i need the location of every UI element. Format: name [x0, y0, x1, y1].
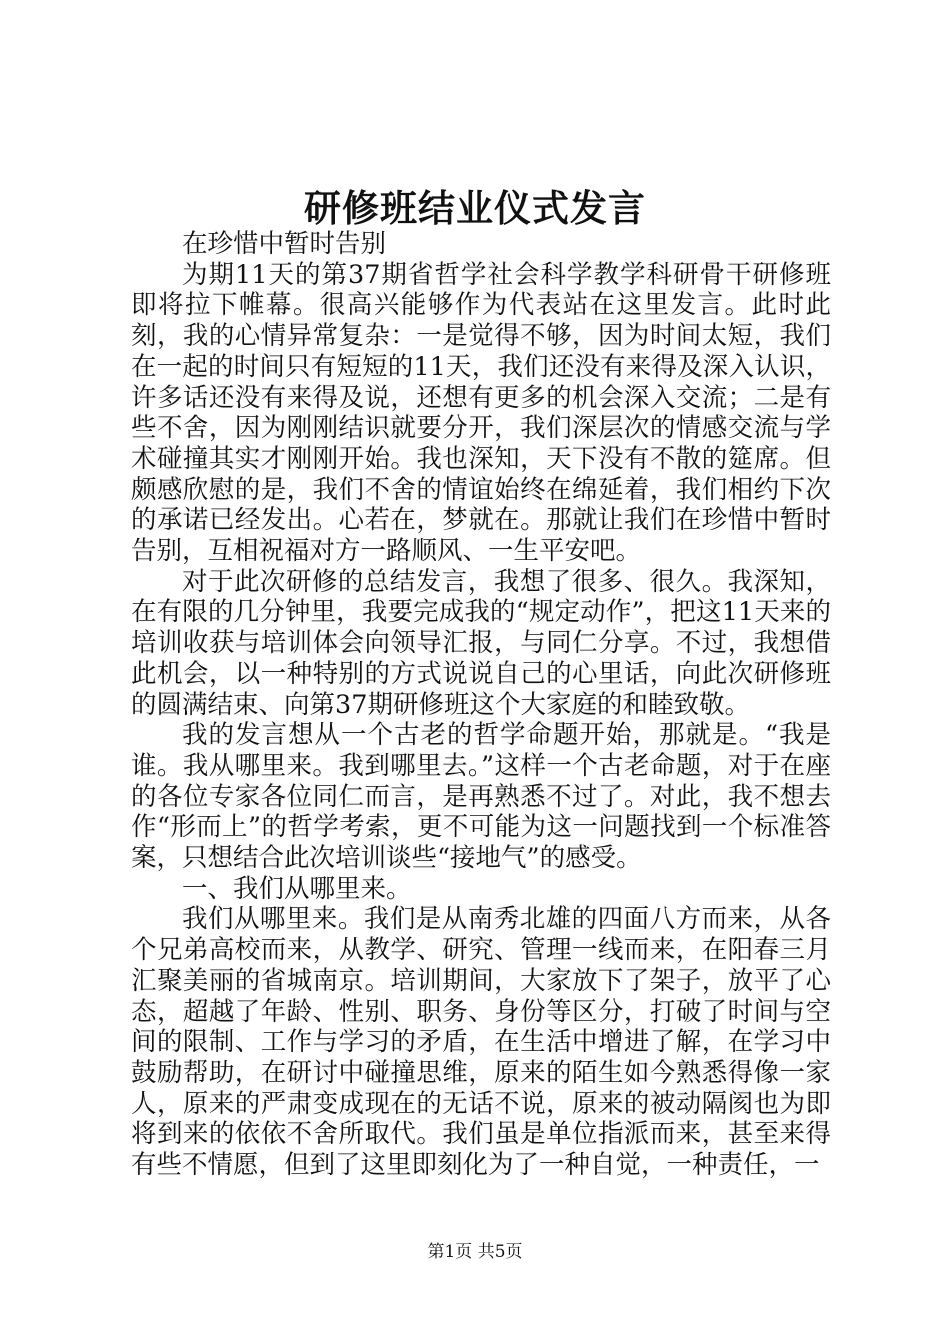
page-footer: 第1页 共5页: [427, 1242, 523, 1262]
section-heading: 一、我们从哪里来。: [182, 873, 412, 904]
body-paragraph: 我的发言想从一个古老的哲学命题开始，那就是。“我是谁。我从哪里来。我到哪里去。”这样一个古老命题，对于在座的各位专家各位同仁而言，是再熟悉不过了。对此，我不想去作“形而上”的哲学考索，更不可能为这一问题找到一个标准答案，只想结合此次培训谈些“接地气”的感受。: [131, 720, 831, 874]
subtitle-paragraph: 在珍惜中暂时告别: [182, 229, 387, 259]
document-body: [131, 229, 831, 1181]
body-paragraph: 对于此次研修的总结发言，我想了很多、很久。我深知，在有限的几分钟里，我要完成我的“规定动作”，把这11天来的培训收获与培训体会向领导汇报，与同仁分享。不过，我想借此机会，以一种特别的方式说说自己的心里话，向此次研修班的圆满结束、向第37期研修班这个大家庭的和睦致敬。: [131, 566, 831, 720]
body-paragraph: 我们从哪里来。我们是从南秀北雄的四面八方而来，从各个兄弟高校而来，从教学、研究、管理一线而来，在阳春三月汇聚美丽的省城南京。培训期间，大家放下了架子，放平了心态，超越了年龄、性别、职务、身份等区分，打破了时间与空间的限制、工作与学习的矛盾，在生活中增进了解，在学习中鼓励帮助，在研讨中碰撞思维，原来的陌生如今熟悉得像一家人，原来的严肃变成现在的无话不说，原来的被动隔阂也为即将到来的依依不舍所取代。我们虽是单位指派而来，甚至来得有些不情愿，但到了这里即刻化为了一种自觉，一种责任，一: [131, 904, 831, 1181]
document-title: 研修班结业仪式发言: [304, 186, 646, 230]
body-paragraph: 为期11天的第37期省哲学社会科学教学科研骨干研修班即将拉下帷幕。很高兴能够作为代表站在这里发言。此时此刻，我的心情异常复杂：一是觉得不够，因为时间太短，我们在一起的时间只有短短的11天，我们还没有来得及深入认识，许多话还没有来得及说，还想有更多的机会深入交流；二是有些不舍，因为刚刚结识就要分开，我们深层次的情感交流与学术碰撞其实才刚刚开始。我也深知，天下没有不散的筵席。但颇感欣慰的是，我们不舍的情谊始终在绵延着，我们相约下次的承诺已经发出。心若在，梦就在。那就让我们在珍惜中暂时告别，互相祝福对方一路顺风、一生平安吧。: [131, 259, 831, 567]
